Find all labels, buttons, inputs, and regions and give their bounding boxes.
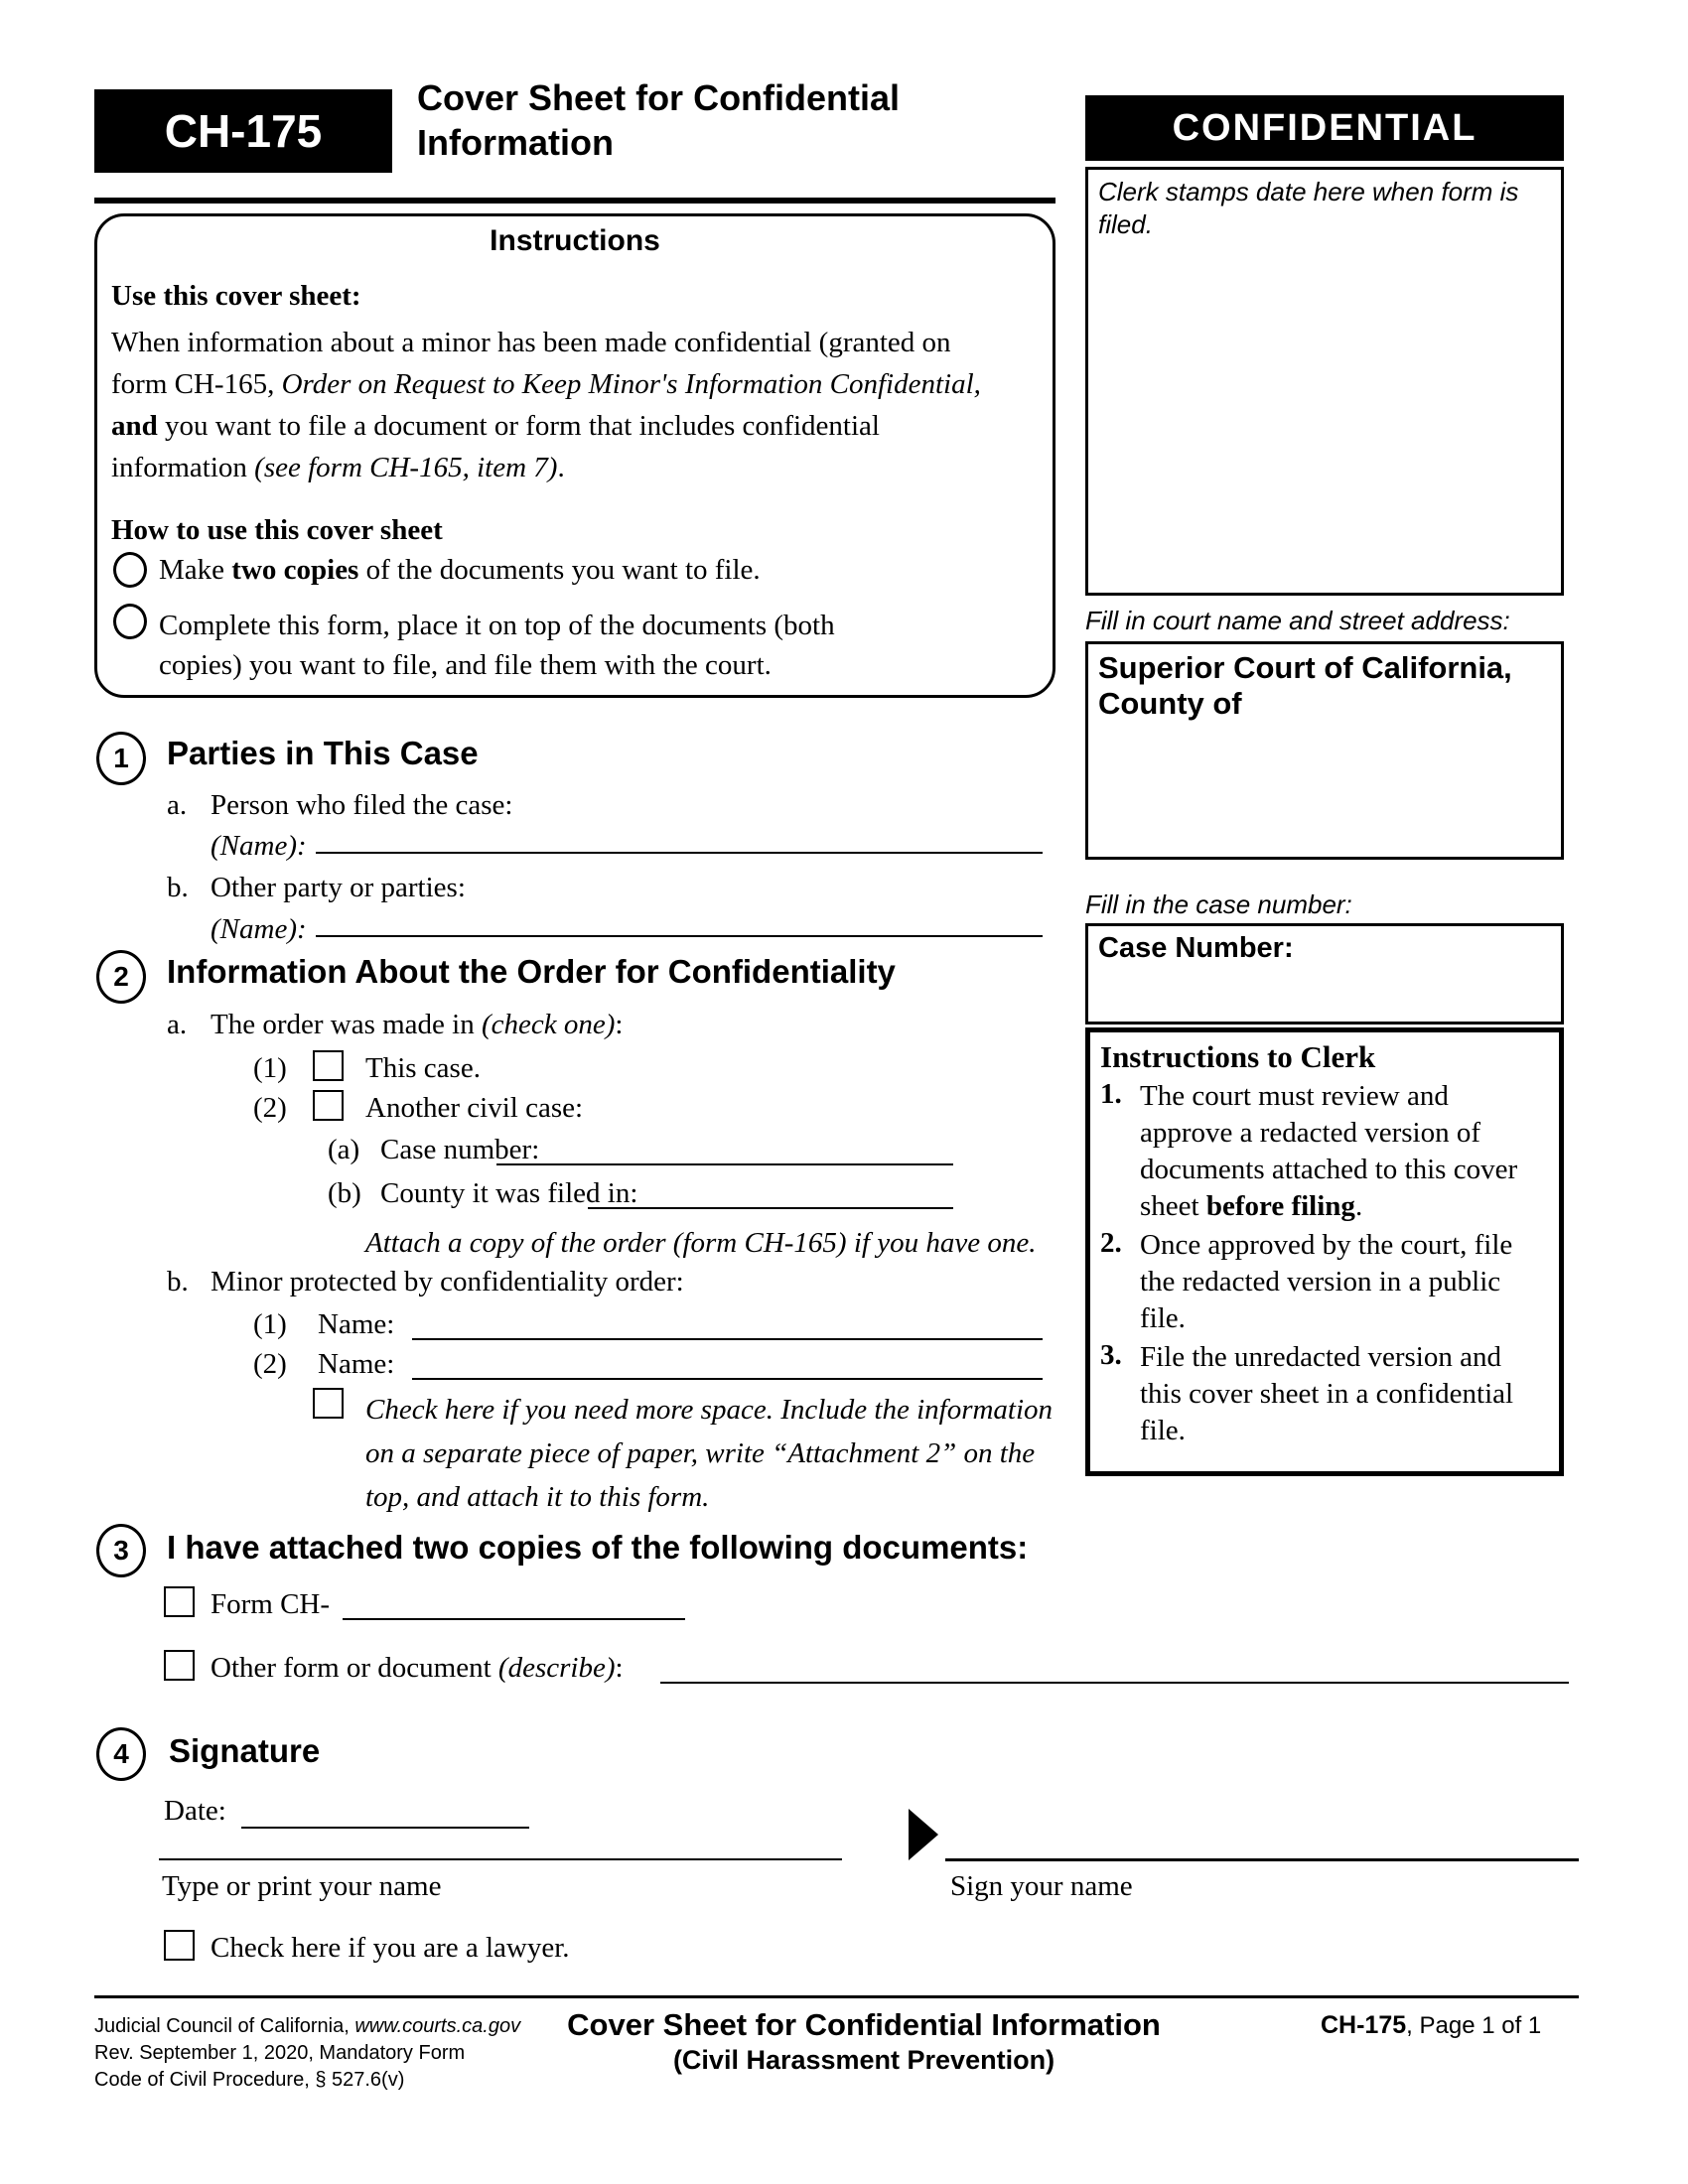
court-name: Superior Court of California, County of	[1098, 650, 1512, 721]
footer-form-title: Cover Sheet for Confidential Information	[567, 2007, 1161, 2042]
another-civil-case-checkbox[interactable]	[313, 1090, 344, 1121]
clerk-item-2-line2: the redacted version in a public	[1140, 1266, 1501, 1297]
clerk-item-3-number: 3.	[1100, 1339, 1122, 1371]
footer-center	[516, 2007, 1211, 2076]
clerk-item-1-number: 1.	[1100, 1078, 1122, 1110]
minor-name-2-line[interactable]	[412, 1378, 1043, 1380]
use-cover-sheet-heading: Use this cover sheet:	[111, 280, 361, 312]
minor-name-1-line[interactable]	[412, 1338, 1043, 1340]
section-1a-text: Person who filed the case:	[211, 789, 513, 821]
section-4-title: Signature	[169, 1732, 321, 1769]
signature-line[interactable]	[945, 1858, 1579, 1861]
section-2b-label: b.	[167, 1266, 189, 1297]
clerk-instruction-item-3	[1100, 1339, 1549, 1449]
clerk-item-2-line1: Once approved by the court, file	[1140, 1229, 1513, 1261]
paragraph-line2: form CH-165, Order on Request to Keep Minor's Information Confidential,	[111, 368, 981, 400]
clerk-item-3-line2: this cover sheet in a confidential	[1140, 1378, 1514, 1410]
sign-name-label: Sign your name	[950, 1870, 1133, 1902]
clerk-instruction-item-2	[1100, 1227, 1549, 1337]
clerk-item-1-line2: approve a redacted version of	[1140, 1117, 1481, 1149]
clerk-item-1-line4: sheet before filing.	[1140, 1190, 1363, 1222]
minor-name-1-label: Name:	[318, 1308, 395, 1340]
this-case-label: This case.	[365, 1052, 481, 1084]
other-form-checkbox[interactable]	[164, 1650, 195, 1681]
confidential-label: CONFIDENTIAL	[1172, 107, 1477, 149]
sub-a-label: (a)	[328, 1134, 360, 1165]
more-space-note: Check here if you need more space. Include the information on a separate piece of paper, write “Attachment 2” on the top, and attach it to this form.	[365, 1394, 1054, 1513]
section-1a-label: a.	[167, 789, 188, 821]
paragraph-line1: When information about a minor has been made confidential (granted on	[111, 327, 951, 358]
footer-left-line3: Code of Civil Procedure, § 527.6(v)	[94, 2069, 405, 2091]
county-filed-label: County it was filed in:	[380, 1177, 638, 1209]
section-1b-label: b.	[167, 872, 189, 903]
bullet-circle-icon	[113, 604, 147, 639]
footer-left-line1: Judicial Council of California, www.courts.ca.gov	[94, 2015, 521, 2037]
clerk-item-2-line3: file.	[1140, 1302, 1186, 1334]
clerk-item-2-number: 2.	[1100, 1227, 1122, 1259]
court-name-box[interactable]	[1085, 641, 1564, 860]
section-1-title: Parties in This Case	[167, 735, 479, 771]
date-line[interactable]	[241, 1827, 529, 1829]
minor-name-1-number: (1)	[253, 1308, 287, 1340]
section-1-number: 1	[96, 732, 146, 785]
form-title	[417, 75, 1072, 165]
use-cover-sheet-paragraph	[111, 322, 981, 488]
clerk-instruction-item-1	[1100, 1078, 1549, 1225]
clerk-instructions-heading: Instructions to Clerk	[1100, 1039, 1376, 1074]
confidential-banner	[1085, 95, 1564, 161]
case-number-box[interactable]	[1085, 923, 1564, 1024]
section-2a-label: a.	[167, 1009, 188, 1040]
county-filed-line[interactable]	[588, 1207, 953, 1209]
footer-form-subtitle: (Civil Harassment Prevention)	[672, 2045, 1055, 2075]
clerk-item-1-line3: documents attached to this cover	[1140, 1154, 1518, 1185]
section-2b-text: Minor protected by confidentiality order:	[211, 1266, 684, 1297]
minor-name-2-number: (2)	[253, 1348, 287, 1380]
paragraph-line3: and you want to file a document or form that includes confidential	[111, 410, 880, 442]
clerk-item-3-line1: File the unredacted version and	[1140, 1341, 1501, 1373]
form-number: CH-175	[164, 105, 323, 157]
other-party-name-line[interactable]	[316, 935, 1043, 937]
bullet-circle-icon	[113, 552, 147, 588]
attach-order-note: Attach a copy of the order (form CH-165) if you have one.	[365, 1227, 1037, 1259]
footer-form-number: CH-175	[1321, 2011, 1407, 2039]
footer-left	[94, 2013, 520, 2094]
signature-arrow-icon	[909, 1809, 938, 1860]
type-name-label: Type or print your name	[162, 1870, 442, 1902]
how-to-use-heading: How to use this cover sheet	[111, 514, 443, 546]
section-2-title: Information About the Order for Confidentiality	[167, 953, 896, 990]
section-1a-name-label: (Name):	[211, 830, 307, 862]
other-form-describe-line[interactable]	[660, 1682, 1569, 1684]
case-number-label: Case Number:	[1098, 932, 1294, 964]
lawyer-checkbox[interactable]	[164, 1930, 195, 1961]
section-3-number: 3	[96, 1524, 146, 1577]
section-2a-text: The order was made in (check one):	[211, 1009, 624, 1040]
case-number-field-label: Case number:	[380, 1134, 540, 1165]
how-to-use-bullet-2: Complete this form, place it on top of the documents (both copies) you want to file, and file them with the court.	[159, 610, 835, 681]
lawyer-checkbox-label: Check here if you are a lawyer.	[211, 1932, 570, 1964]
clerk-stamp-box	[1085, 167, 1564, 596]
section-1b-name-label: (Name):	[211, 913, 307, 945]
clerk-instructions-box	[1085, 1027, 1564, 1476]
filed-person-name-line[interactable]	[316, 852, 1043, 854]
option-2-number: (2)	[253, 1092, 287, 1124]
section-4-number: 4	[96, 1727, 146, 1781]
fill-court-label: Fill in court name and street address:	[1085, 606, 1510, 635]
footer-left-line2: Rev. September 1, 2020, Mandatory Form	[94, 2042, 466, 2064]
form-ch-checkbox[interactable]	[164, 1586, 195, 1617]
more-space-checkbox[interactable]	[313, 1388, 344, 1419]
form-ch-label: Form CH-	[211, 1588, 331, 1620]
fill-case-label: Fill in the case number:	[1085, 889, 1352, 919]
clerk-item-3-line3: file.	[1140, 1415, 1186, 1446]
section-3-title: I have attached two copies of the following documents:	[167, 1529, 1029, 1566]
other-form-label: Other form or document (describe):	[211, 1652, 624, 1684]
section-1b-text: Other party or parties:	[211, 872, 466, 903]
clerk-stamp-note: Clerk stamps date here when form is filed.	[1098, 177, 1519, 239]
option-1-number: (1)	[253, 1052, 287, 1084]
form-ch-number-line[interactable]	[343, 1618, 685, 1620]
how-to-use-bullet-1: Make two copies of the documents you want to file.	[159, 554, 761, 586]
this-case-checkbox[interactable]	[313, 1050, 344, 1081]
minor-name-2-label: Name:	[318, 1348, 395, 1380]
instructions-heading: Instructions	[490, 224, 660, 257]
header-divider	[94, 198, 1055, 204]
form-title-line1: Cover Sheet for Confidential	[417, 77, 901, 118]
section-2-number: 2	[96, 950, 146, 1004]
date-label: Date:	[164, 1795, 226, 1827]
form-title-line2: Information	[417, 122, 614, 163]
another-civil-case-label: Another civil case:	[365, 1092, 584, 1124]
sub-b-label: (b)	[328, 1177, 361, 1209]
other-case-number-line[interactable]	[496, 1163, 953, 1165]
footer-page-number: , Page 1 of 1	[1406, 2012, 1542, 2039]
form-number-badge	[94, 89, 392, 173]
typed-name-line[interactable]	[159, 1858, 842, 1860]
clerk-item-1-line1: The court must review and	[1140, 1080, 1449, 1112]
paragraph-line4: information (see form CH-165, item 7).	[111, 452, 565, 483]
footer-right	[1321, 2011, 1541, 2040]
footer-divider	[94, 1995, 1579, 1998]
